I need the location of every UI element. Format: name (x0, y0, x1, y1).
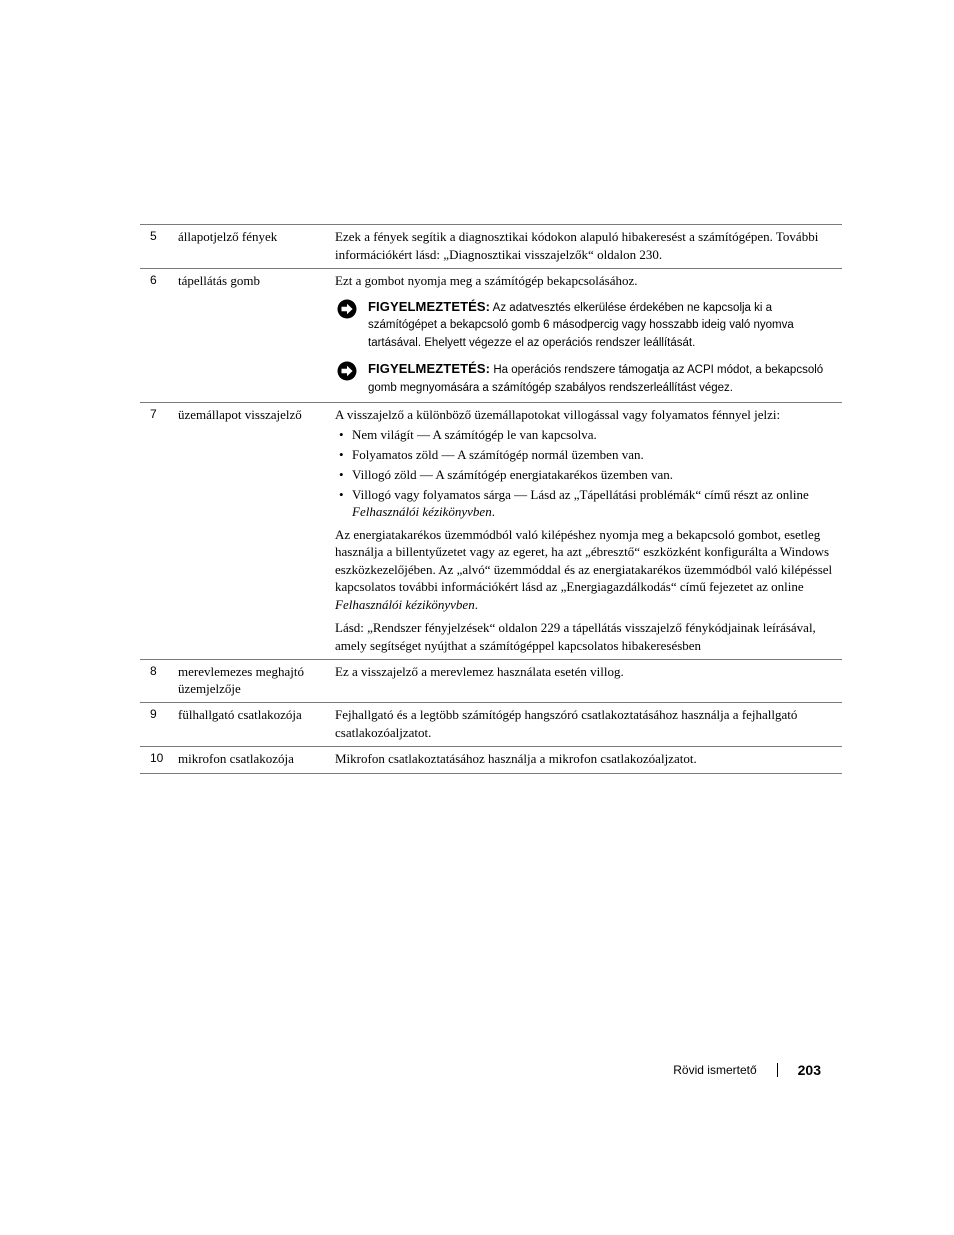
item-description (335, 663, 842, 697)
description-paragraph: Lásd: „Rendszer fényjelzések“ oldalon 229 a tápellátás visszajelző fénykódjainak leírásával, amely segítséget nyújthat a számítógéppel kapcsolatos hibakeresésben (335, 620, 816, 653)
list-item-text: Folyamatos zöld — A számítógép normál üzemben van. (352, 446, 644, 462)
page-number: 203 (797, 1062, 821, 1078)
item-name: állapotjelző fények (178, 229, 278, 244)
description-text: Ezek a fények segítik a diagnosztikai kódokon alapuló hibakeresést a számítógépen. További információkért lásd: „Diagnosztikai visszajelzők“ oldalon 230. (335, 229, 819, 262)
item-number: 5 (150, 229, 157, 243)
item-name: fülhallgató csatlakozója (178, 707, 302, 722)
item-number: 10 (150, 751, 164, 765)
description-text: Ez a visszajelző a merevlemez használata esetén villog. (335, 664, 624, 679)
manual-reference: Felhasználói kézikönyvben (352, 503, 492, 519)
table-row (140, 747, 842, 774)
list-item-end: . (491, 503, 495, 519)
item-description (335, 228, 842, 263)
notice-title: FIGYELMEZTETÉS: (368, 298, 491, 314)
description-text: Ezt a gombot nyomja meg a számítógép bekapcsolásához. (335, 273, 638, 288)
item-number: 8 (150, 664, 157, 678)
paragraph-end: . (474, 596, 478, 612)
bullet-icon: • (339, 466, 344, 482)
list-item-text: Villogó zöld — A számítógép energiatakarékos üzemben van. (352, 466, 674, 482)
table-row (140, 403, 842, 660)
description-text: Fejhallgató és a legtöbb számítógép hangszóró csatlakoztatásához használja a fejhallgató csatlakozóaljzatot. (335, 707, 798, 740)
bullet-icon: • (339, 426, 344, 442)
notice-arrow-icon (337, 299, 357, 319)
list-item (335, 466, 838, 483)
table-row (140, 225, 842, 269)
page-footer (673, 1062, 821, 1078)
item-description (335, 272, 842, 397)
list-item (335, 426, 838, 443)
item-description (335, 406, 842, 654)
item-number: 6 (150, 273, 157, 287)
description-intro: A visszajelző a különböző üzemállapotokat villogással vagy folyamatos fénnyel jelzi: (335, 407, 781, 422)
item-name: merevlemezes meghajtó üzemjelzője (178, 664, 304, 696)
notice-arrow-icon (337, 361, 357, 381)
bullet-icon: • (339, 446, 344, 462)
list-item (335, 486, 838, 520)
list-item-text: Villogó vagy folyamatos sárga — Lásd az „Tápellátási problémák“ című részt az online (352, 486, 809, 502)
manual-reference: Felhasználói kézikönyvben (335, 596, 475, 612)
table-row (140, 660, 842, 703)
footer-section-title: Rövid ismertető (673, 1063, 757, 1077)
item-number: 9 (150, 707, 157, 721)
notice-text: Az adatvesztés elkerülése érdekében ne kapcsolja ki a számítógépet a bekapcsoló gomb 6 másodpercig vagy hosszabb ideig való nyomva tartásával. Ehelyett végezze el az operációs rendszer leállítását. (368, 301, 794, 349)
notice-block (335, 360, 838, 397)
item-name: tápellátás gomb (178, 273, 260, 288)
notice-text: Ha operációs rendszere támogatja az ACPI módot, a bekapcsoló gomb megnyomására a számítógép szabályos rendszerleállítást végez. (368, 364, 824, 394)
item-name: mikrofon csatlakozója (178, 751, 294, 766)
list-item-text: Nem világít — A számítógép le van kapcsolva. (352, 426, 597, 442)
list-item (335, 446, 838, 463)
item-description (335, 706, 842, 741)
item-number: 7 (150, 407, 157, 421)
component-table (140, 224, 842, 774)
description-text: Mikrofon csatlakoztatásához használja a mikrofon csatlakozóaljzatot. (335, 751, 697, 766)
notice-block (335, 298, 838, 353)
bullet-icon: • (339, 486, 344, 502)
paragraph-text: Az energiatakarékos üzemmódból való kilépéshez nyomja meg a bekapcsoló gombot, esetleg használja a billentyűzetet vagy az egeret, ha azt „ébresztő“ eszközként konfigurálta a Windows eszközkezelőjében. Az „alvó“ üzemmóddal és az energiatakarékos üzemmódból való kilépéssel kapcsolatos további információkért lásd az „Energiagazdálkodás“ című fejezetet az online (335, 526, 833, 594)
item-name: üzemállapot visszajelző (178, 407, 302, 422)
notice-title: FIGYELMEZTETÉS: (368, 361, 491, 376)
description-paragraph (335, 526, 838, 614)
status-list (335, 426, 838, 520)
item-description (335, 750, 842, 768)
table-row (140, 703, 842, 747)
table-row (140, 269, 842, 403)
footer-divider (777, 1063, 778, 1077)
